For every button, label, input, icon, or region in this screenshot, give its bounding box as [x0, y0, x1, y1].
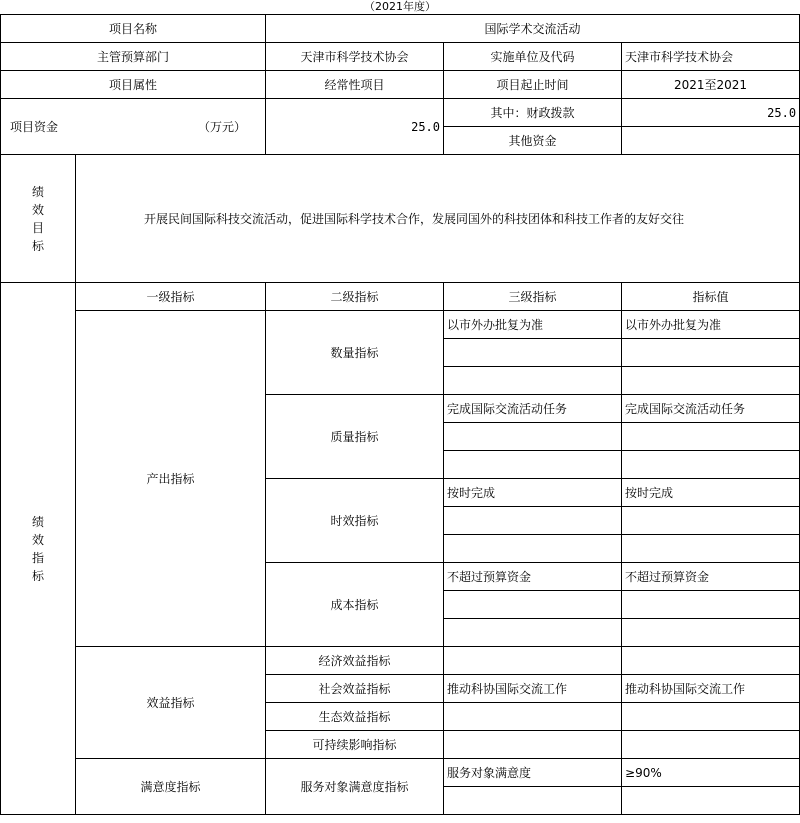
fiscal-value: 25.0	[622, 99, 800, 127]
service-l3: 服务对象满意度	[444, 759, 622, 787]
row-attribute	[1, 71, 800, 99]
row-project-name	[1, 15, 800, 43]
table-row	[1, 759, 800, 787]
social-label: 社会效益指标	[266, 675, 444, 703]
benefit-label: 效益指标	[76, 647, 266, 759]
service-label: 服务对象满意度指标	[266, 759, 444, 815]
econ-label: 经济效益指标	[266, 647, 444, 675]
funds-unit: （万元）	[198, 120, 247, 134]
attr-value: 经常性项目	[266, 71, 444, 99]
col-value: 指标值	[622, 283, 800, 311]
table-row	[1, 311, 800, 339]
timely-label: 时效指标	[266, 479, 444, 563]
cost-value: 不超过预算资金	[622, 563, 800, 591]
quantity-value: 以市外办批复为准	[622, 311, 800, 339]
project-name-value: 国际学术交流活动	[266, 15, 800, 43]
funds-label: 项目资金	[10, 120, 59, 134]
quality-label: 质量指标	[266, 395, 444, 479]
period-label: 项目起止时间	[444, 71, 622, 99]
performance-table	[0, 14, 800, 815]
attr-label: 项目属性	[1, 71, 266, 99]
dept-label: 主管预算部门	[1, 43, 266, 71]
row-indicator-header	[1, 283, 800, 311]
social-value: 推动科协国际交流工作	[622, 675, 800, 703]
social-l3: 推动科协国际交流工作	[444, 675, 622, 703]
row-goal	[1, 155, 800, 283]
period-value: 2021至2021	[622, 71, 800, 99]
satisfaction-label: 满意度指标	[76, 759, 266, 815]
project-name-label: 项目名称	[1, 15, 266, 43]
sustain-label: 可持续影响指标	[266, 731, 444, 759]
impl-label: 实施单位及代码	[444, 43, 622, 71]
quantity-label: 数量指标	[266, 311, 444, 395]
col-level2: 二级指标	[266, 283, 444, 311]
dept-value: 天津市科学技术协会	[266, 43, 444, 71]
col-level3: 三级指标	[444, 283, 622, 311]
cost-label: 成本指标	[266, 563, 444, 647]
indicators-label: 绩效指标	[1, 283, 76, 815]
quantity-l3: 以市外办批复为准	[444, 311, 622, 339]
timely-l3: 按时完成	[444, 479, 622, 507]
row-department	[1, 43, 800, 71]
funds-total: 25.0	[266, 99, 444, 155]
fiscal-label: 其中：财政拨款	[444, 99, 622, 127]
timely-value: 按时完成	[622, 479, 800, 507]
output-label: 产出指标	[76, 311, 266, 647]
quality-value: 完成国际交流活动任务	[622, 395, 800, 423]
cost-l3: 不超过预算资金	[444, 563, 622, 591]
quality-l3: 完成国际交流活动任务	[444, 395, 622, 423]
impl-value: 天津市科学技术协会	[622, 43, 800, 71]
col-level1: 一级指标	[76, 283, 266, 311]
eco-label: 生态效益指标	[266, 703, 444, 731]
table-row	[1, 647, 800, 675]
other-funds-label: 其他资金	[444, 127, 622, 155]
other-funds-value	[622, 127, 800, 155]
funds-label-cell	[1, 99, 266, 155]
goal-text: 开展民间国际科技交流活动，促进国际科学技术合作，发展同国外的科技团体和科技工作者的友好交往	[76, 155, 800, 283]
service-value: ≥90%	[622, 759, 800, 787]
report-caption: （2021年度）	[364, 0, 436, 13]
row-funds	[1, 99, 800, 127]
goal-label: 绩效目标	[1, 155, 76, 283]
